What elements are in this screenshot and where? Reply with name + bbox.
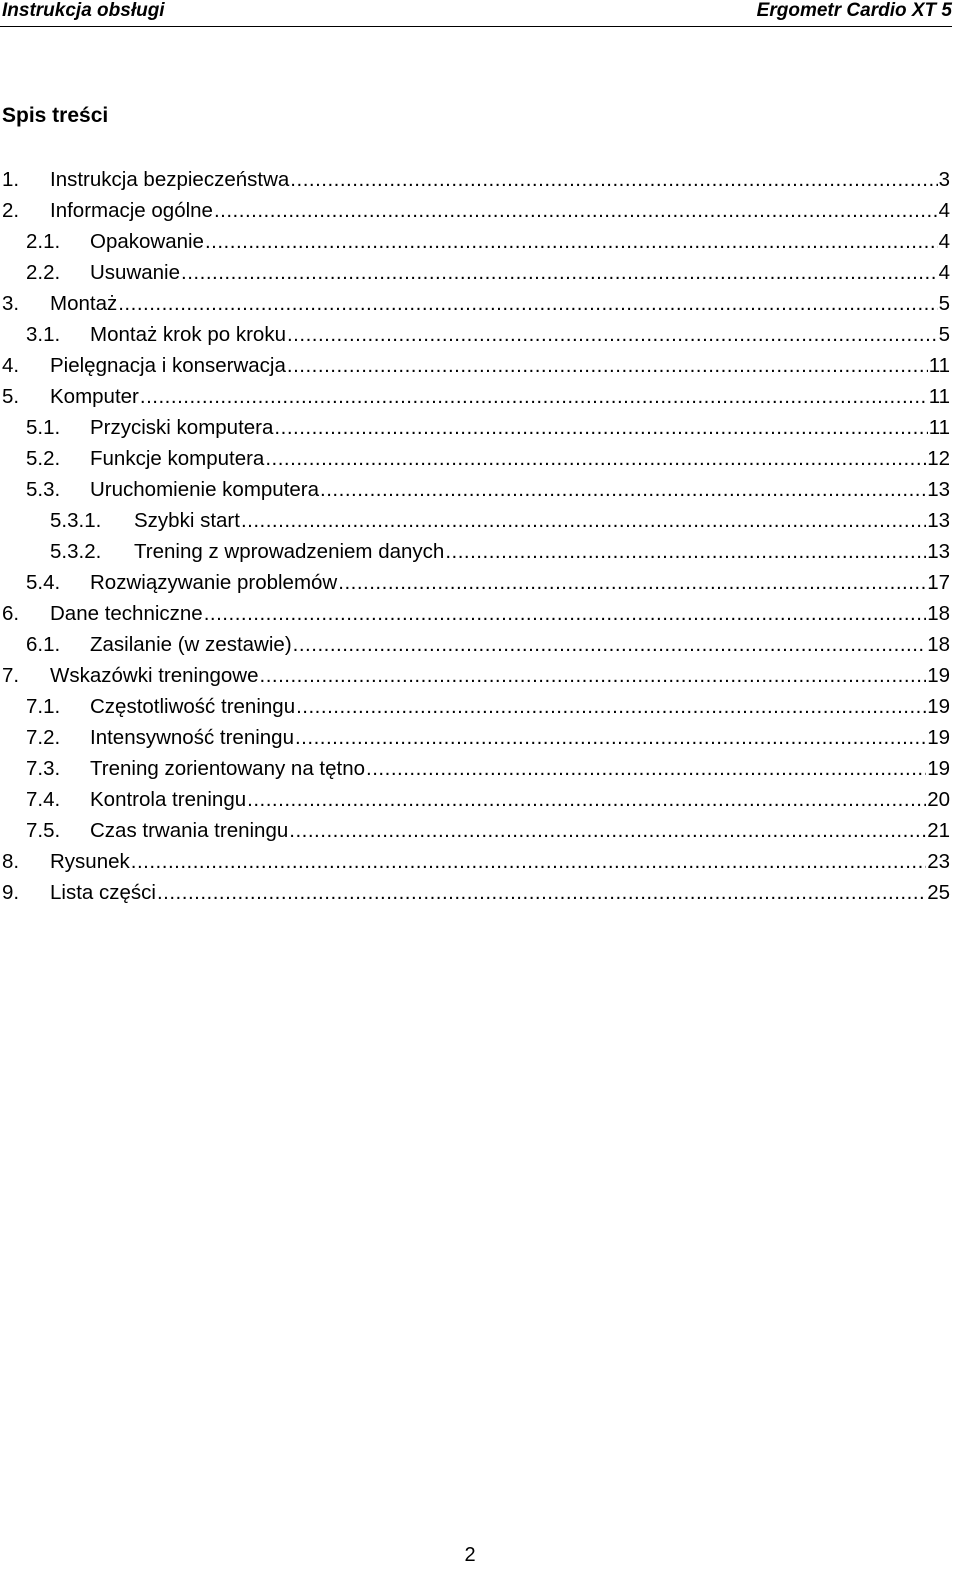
header-document-type: Instrukcja obsługi <box>2 0 165 21</box>
toc-entry-page: 12 <box>927 447 950 470</box>
toc-entry-number: 7.4. <box>26 788 61 811</box>
toc-dot-leader <box>260 664 927 688</box>
toc-dot-leader <box>274 416 927 440</box>
toc-entry-number: 5. <box>2 385 20 408</box>
toc-dot-leader <box>214 199 938 223</box>
toc-entry[interactable] <box>0 323 950 354</box>
toc-entry[interactable] <box>0 602 950 633</box>
toc-dot-leader <box>289 819 926 843</box>
toc-entry-page: 23 <box>927 850 950 873</box>
toc-entry-title: Informacje ogólne <box>50 199 213 222</box>
toc-entry[interactable] <box>0 757 950 788</box>
toc-entry-title: Rozwiązywanie problemów <box>90 571 338 594</box>
toc-entry-number: 5.3.1. <box>50 509 102 532</box>
toc-entry-page: 13 <box>927 540 950 563</box>
toc-entry-number: 5.1. <box>26 416 61 439</box>
toc-entry-title: Instrukcja bezpieczeństwa <box>50 168 290 191</box>
toc-entry-page: 19 <box>927 664 950 687</box>
toc-dot-leader <box>293 633 927 657</box>
toc-heading: Spis treści <box>2 104 109 127</box>
toc-entry-number: 3.1. <box>26 323 61 346</box>
toc-entry[interactable] <box>0 385 950 416</box>
toc-entry-title: Czas trwania treningu <box>90 819 289 842</box>
toc-entry-title: Intensywność treningu <box>90 726 294 749</box>
toc-entry-title: Funkcje komputera <box>90 447 265 470</box>
toc-entry-title: Pielęgnacja i konserwacja <box>50 354 286 377</box>
toc-entry[interactable] <box>0 416 950 447</box>
toc-entry[interactable] <box>0 664 950 695</box>
toc-entry-number: 6.1. <box>26 633 61 656</box>
toc-entry-page: 5 <box>938 292 950 315</box>
toc-dot-leader <box>296 695 926 719</box>
toc-entry[interactable] <box>0 819 950 850</box>
toc-entry-title: Przyciski komputera <box>90 416 274 439</box>
toc-entry-number: 6. <box>2 602 20 625</box>
toc-dot-leader <box>265 447 926 471</box>
toc-entry[interactable] <box>0 695 950 726</box>
page-number: 2 <box>464 1544 476 1566</box>
toc-entry-number: 8. <box>2 850 20 873</box>
toc-entry-title: Lista części <box>50 881 156 904</box>
toc-dot-leader <box>247 788 926 812</box>
toc-entry-page: 18 <box>927 633 950 656</box>
toc-dot-leader <box>131 850 926 874</box>
table-of-contents <box>0 168 950 912</box>
toc-entry-page: 17 <box>927 571 950 594</box>
toc-entry-title: Kontrola treningu <box>90 788 247 811</box>
toc-entry-page: 3 <box>938 168 950 191</box>
toc-entry-title: Zasilanie (w zestawie) <box>90 633 292 656</box>
toc-dot-leader <box>445 540 926 564</box>
toc-entry-page: 11 <box>928 385 950 408</box>
toc-entry[interactable] <box>0 230 950 261</box>
toc-entry[interactable] <box>0 261 950 292</box>
toc-entry-number: 7.5. <box>26 819 61 842</box>
toc-entry-page: 4 <box>938 261 950 284</box>
toc-entry-number: 2. <box>2 199 20 222</box>
toc-entry[interactable] <box>0 168 950 199</box>
toc-entry-page: 19 <box>927 695 950 718</box>
toc-entry[interactable] <box>0 478 950 509</box>
toc-entry[interactable] <box>0 292 950 323</box>
toc-dot-leader <box>205 230 938 254</box>
toc-entry-title: Usuwanie <box>90 261 181 284</box>
toc-entry-page: 20 <box>927 788 950 811</box>
toc-entry-title: Wskazówki treningowe <box>50 664 259 687</box>
toc-entry-number: 5.2. <box>26 447 61 470</box>
toc-dot-leader <box>118 292 937 316</box>
toc-entry[interactable] <box>0 726 950 757</box>
toc-entry[interactable] <box>0 354 950 385</box>
toc-entry-page: 21 <box>927 819 950 842</box>
toc-entry[interactable] <box>0 881 950 912</box>
toc-dot-leader <box>366 757 926 781</box>
toc-dot-leader <box>295 726 926 750</box>
toc-entry-number: 7. <box>2 664 20 687</box>
toc-entry-title: Montaż <box>50 292 118 315</box>
toc-entry[interactable] <box>0 850 950 881</box>
toc-entry-title: Dane techniczne <box>50 602 203 625</box>
toc-entry-page: 11 <box>928 354 950 377</box>
toc-entry-page: 11 <box>928 416 950 439</box>
toc-entry-page: 19 <box>927 726 950 749</box>
toc-entry-number: 1. <box>2 168 20 191</box>
toc-entry[interactable] <box>0 540 950 571</box>
toc-entry-number: 5.3.2. <box>50 540 102 563</box>
toc-entry-title: Trening zorientowany na tętno <box>90 757 366 780</box>
toc-entry-number: 5.3. <box>26 478 61 501</box>
toc-entry[interactable] <box>0 447 950 478</box>
toc-entry-title: Częstotliwość treningu <box>90 695 296 718</box>
toc-entry-page: 25 <box>927 881 950 904</box>
toc-entry-page: 18 <box>927 602 950 625</box>
toc-dot-leader <box>140 385 928 409</box>
toc-dot-leader <box>290 168 937 192</box>
toc-entry-number: 2.1. <box>26 230 61 253</box>
toc-entry-title: Montaż krok po kroku <box>90 323 286 346</box>
toc-entry-page: 4 <box>938 230 950 253</box>
toc-entry-number: 7.2. <box>26 726 61 749</box>
toc-entry[interactable] <box>0 571 950 602</box>
toc-entry-page: 13 <box>927 509 950 532</box>
toc-entry-number: 7.3. <box>26 757 61 780</box>
toc-entry[interactable] <box>0 199 950 230</box>
toc-entry-page: 4 <box>938 199 950 222</box>
toc-entry[interactable] <box>0 509 950 540</box>
toc-entry-number: 4. <box>2 354 20 377</box>
toc-entry[interactable] <box>0 788 950 819</box>
toc-entry-title: Opakowanie <box>90 230 204 253</box>
toc-entry-title: Rysunek <box>50 850 130 873</box>
toc-entry-number: 9. <box>2 881 20 904</box>
toc-entry-page: 19 <box>927 757 950 780</box>
toc-dot-leader <box>157 881 926 905</box>
toc-entry-title: Szybki start <box>134 509 240 532</box>
toc-entry-title: Trening z wprowadzeniem danych <box>134 540 445 563</box>
toc-dot-leader <box>241 509 926 533</box>
toc-entry-number: 7.1. <box>26 695 61 718</box>
toc-dot-leader <box>320 478 926 502</box>
toc-entry-title: Uruchomienie komputera <box>90 478 320 501</box>
toc-entry-number: 3. <box>2 292 20 315</box>
toc-entry-title: Komputer <box>50 385 139 408</box>
toc-dot-leader <box>287 323 938 347</box>
toc-dot-leader <box>204 602 926 626</box>
toc-dot-leader <box>287 354 928 378</box>
toc-entry-number: 2.2. <box>26 261 61 284</box>
toc-entry-number: 5.4. <box>26 571 61 594</box>
toc-dot-leader <box>181 261 938 285</box>
toc-entry-page: 13 <box>927 478 950 501</box>
page-header <box>0 0 952 27</box>
toc-dot-leader <box>338 571 926 595</box>
toc-entry-page: 5 <box>938 323 950 346</box>
toc-entry[interactable] <box>0 633 950 664</box>
header-product-name: Ergometr Cardio XT 5 <box>756 0 952 21</box>
